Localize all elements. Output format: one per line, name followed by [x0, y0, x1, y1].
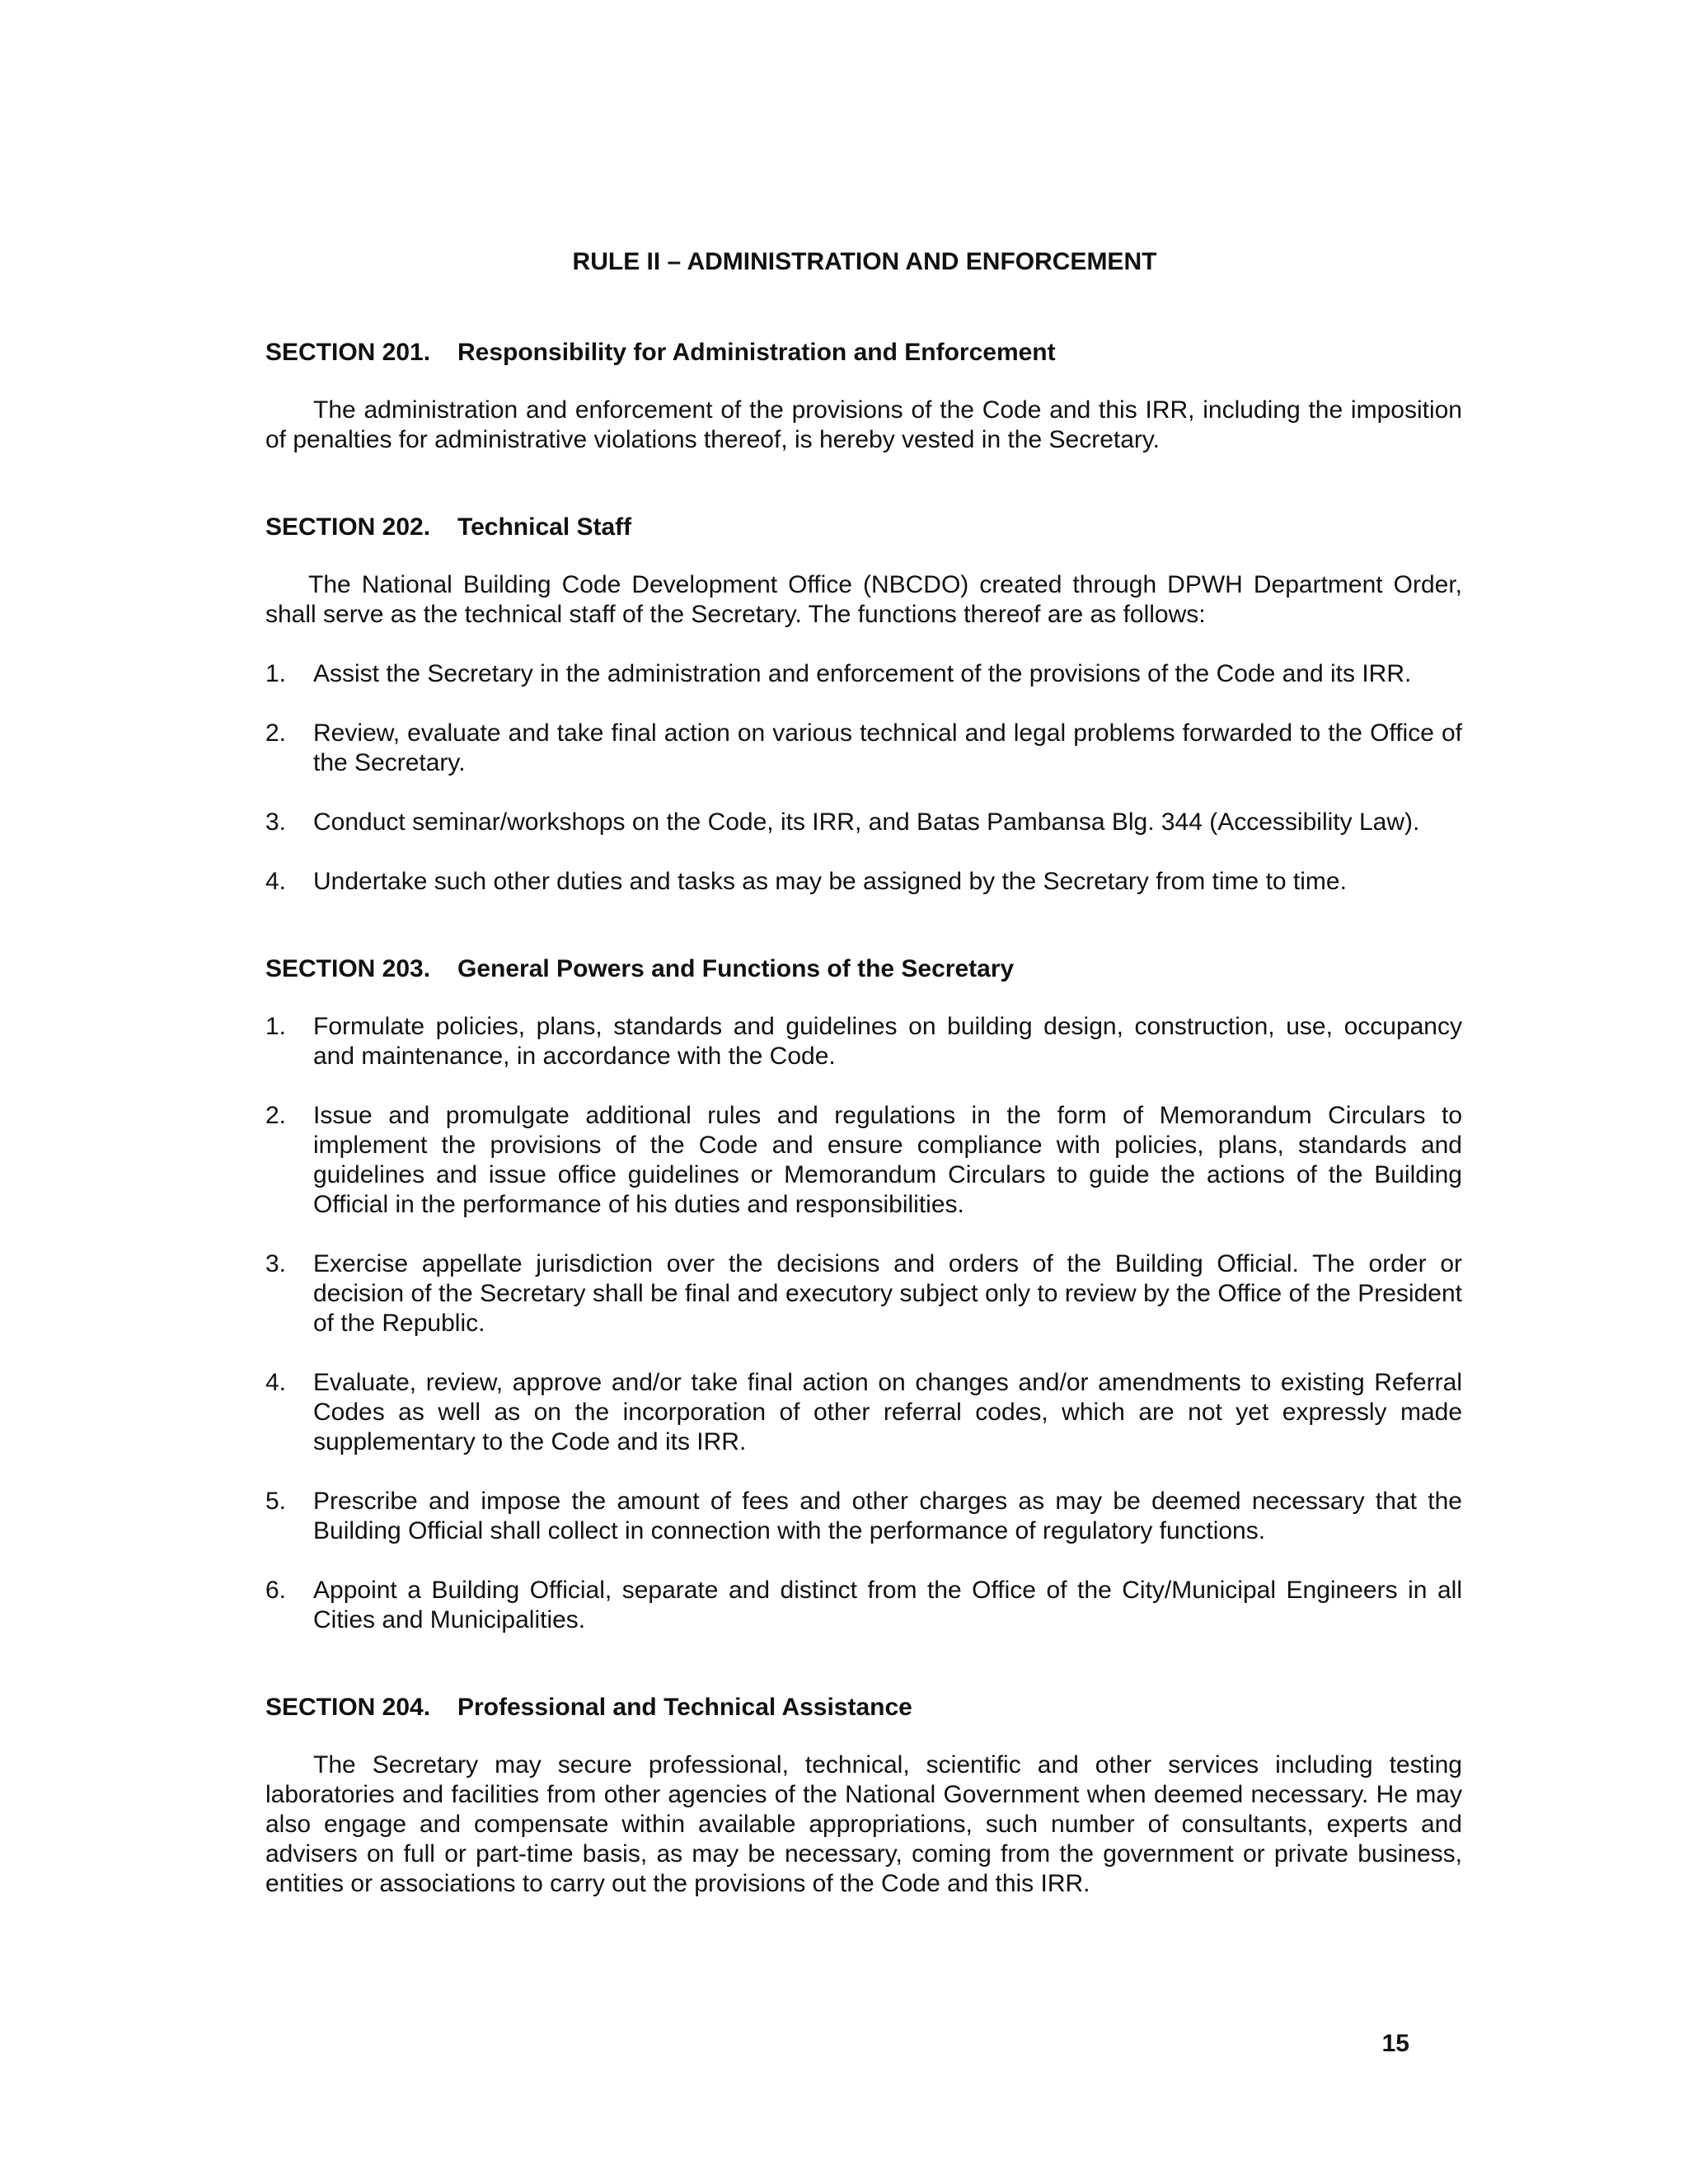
list-item-text: Prescribe and impose the amount of fees and other charges as may be deemed necessary that the Building Official shall collect in connection with the performance of regulatory functions.	[313, 1488, 1462, 1544]
section-heading	[265, 513, 1462, 542]
list-item	[265, 1101, 1462, 1220]
section-number: SECTION 204.	[265, 1694, 431, 1721]
list-item	[265, 719, 1462, 778]
section-title: General Powers and Functions of the Secretary	[457, 955, 1015, 982]
section-202	[265, 513, 1462, 897]
document-body	[265, 338, 1462, 1899]
section-paragraph: The administration and enforcement of the provisions of the Code and this IRR, including the imposition of penalties for administrative violations thereof, is hereby vested in the Secretary.	[265, 396, 1462, 453]
list-item	[265, 1249, 1462, 1338]
section-paragraph: The Secretary may secure professional, technical, scientific and other services including testing laboratories and facilities from other agencies of the National Government when deemed necessary. He may also engage and compensate within available appropriations, such number of consultants, experts and advisers on full or part-time basis, as may be necessary, coming from the government or private business, entities or associations to carry out the provisions of the Code and this IRR.	[265, 1751, 1462, 1897]
page-number: 15	[1381, 2030, 1409, 2057]
section-title: Technical Staff	[457, 513, 632, 541]
list-item	[265, 1487, 1462, 1546]
section-number: SECTION 201.	[265, 339, 431, 366]
list-item-number: 4.	[265, 1369, 287, 1396]
rule-title: RULE II – ADMINISTRATION AND ENFORCEMENT	[572, 248, 1157, 275]
list-item-text: Evaluate, review, approve and/or take final action on changes and/or amendments to existing Referral Codes as well as on the incorporation of other referral codes, which are not yet expressly made supplementary to the Code and its IRR.	[313, 1369, 1462, 1455]
list-item-number: 2.	[265, 719, 287, 747]
functions-list	[265, 659, 1462, 897]
list-item-number: 3.	[265, 808, 287, 836]
list-item-text: Undertake such other duties and tasks as may be assigned by the Secretary from time to time.	[313, 868, 1347, 895]
list-item	[265, 1012, 1462, 1071]
section-heading	[265, 954, 1462, 984]
list-item-text: Conduct seminar/workshops on the Code, its IRR, and Batas Pambansa Blg. 344 (Accessibility Law).	[313, 808, 1420, 836]
list-item-number: 2.	[265, 1102, 287, 1129]
list-item-text: Appoint a Building Official, separate and distinct from the Office of the City/Municipal Engineers in all Cities and Municipalities.	[313, 1577, 1462, 1633]
list-item	[265, 1576, 1462, 1635]
list-item-number: 5.	[265, 1488, 287, 1515]
section-title: Responsibility for Administration and Enforcement	[457, 339, 1056, 366]
section-heading	[265, 1693, 1462, 1722]
section-title: Professional and Technical Assistance	[457, 1694, 912, 1721]
section-203	[265, 954, 1462, 1635]
list-item-number: 1.	[265, 1013, 287, 1040]
list-item-number: 3.	[265, 1250, 287, 1277]
list-item-text: Exercise appellate jurisdiction over the decisions and orders of the Building Official. The order or decision of the Secretary shall be final and executory subject only to review by the Office of the President of the Republic.	[313, 1250, 1462, 1337]
list-item-text: Review, evaluate and take final action on various technical and legal problems forwarded to the Office of the Secretary.	[313, 719, 1462, 776]
section-201	[265, 338, 1462, 455]
list-item	[265, 1368, 1462, 1457]
section-number: SECTION 202.	[265, 513, 431, 541]
list-item-number: 1.	[265, 660, 287, 687]
section-204	[265, 1693, 1462, 1899]
list-item-number: 4.	[265, 868, 287, 895]
section-heading	[265, 338, 1462, 368]
list-item-text: Assist the Secretary in the administration and enforcement of the provisions of the Code and its IRR.	[313, 660, 1412, 687]
list-item	[265, 808, 1462, 837]
list-item-text: Formulate policies, plans, standards and guidelines on building design, construction, use, occupancy and maintenance, in accordance with the Code.	[313, 1013, 1462, 1070]
section-paragraph: The National Building Code Development Office (NBCDO) created through DPWH Department Order, shall serve as the technical staff of the Secretary. The functions thereof are as follows:	[265, 571, 1462, 628]
powers-list	[265, 1012, 1462, 1635]
list-item	[265, 867, 1462, 897]
list-item-text: Issue and promulgate additional rules and regulations in the form of Memorandum Circulars to implement the provisions of the Code and ensure compliance with policies, plans, standards and guidelines and issue office guidelines or Memorandum Circulars to guide the actions of the Building Official in the performance of his duties and responsibilities.	[313, 1102, 1462, 1218]
list-item-number: 6.	[265, 1577, 287, 1604]
list-item	[265, 659, 1462, 689]
section-number: SECTION 203.	[265, 955, 431, 982]
